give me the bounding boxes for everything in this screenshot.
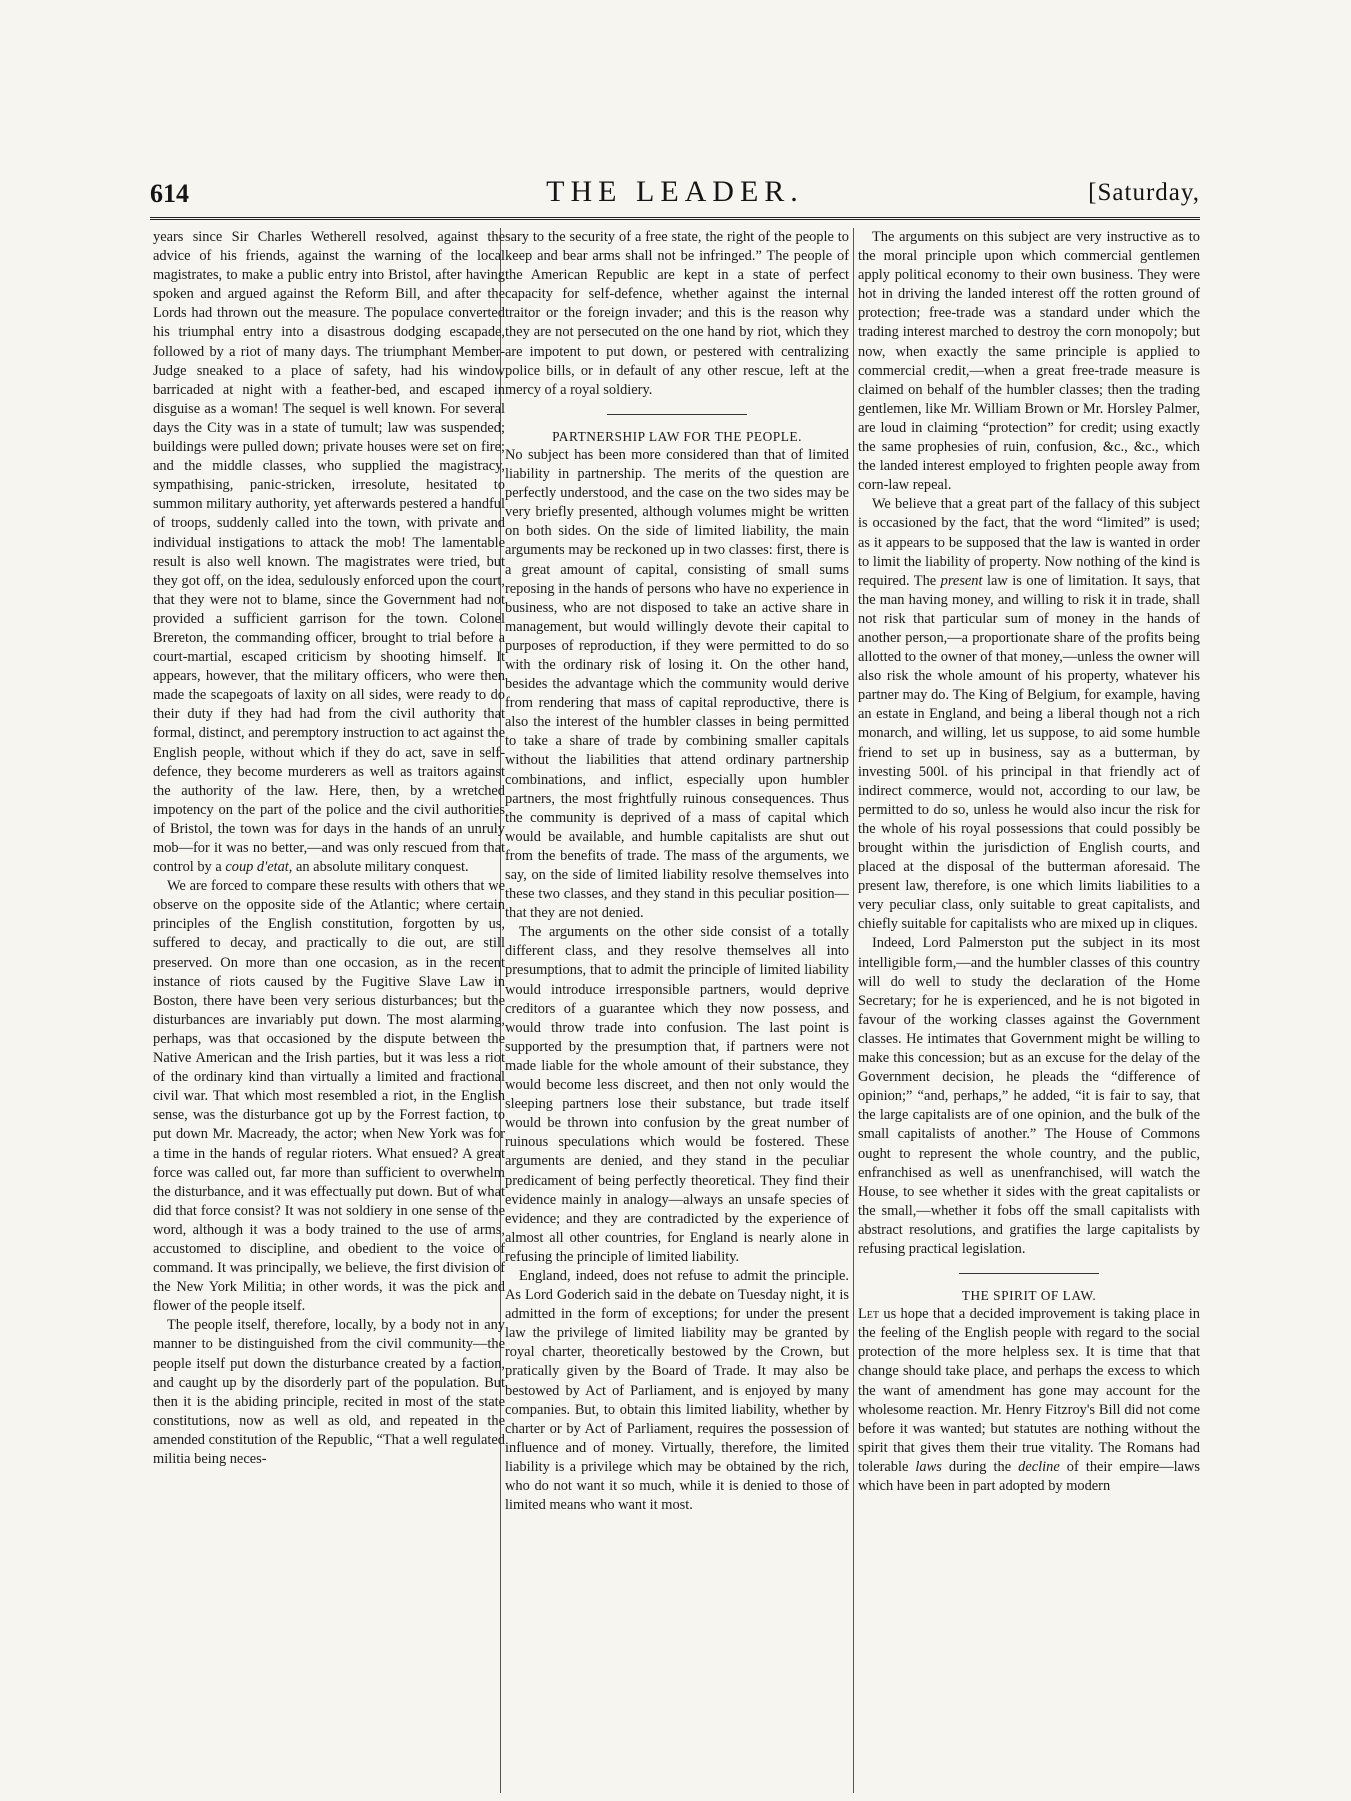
- column-1: [153, 228, 505, 1793]
- newspaper-title: THE LEADER.: [546, 175, 804, 208]
- paragraph: No subject has been more considered than that of limited liability in partnership. The merits of the question are perfectly understood, and the case on the two sides may be very briefly presented, although volumes might be written on both sides. On the side of limited liability, the main arguments may be reckoned up in two classes: first, there is a great amount of capital, consisting of small sums reposing in the hands of persons who have no experience in business, who are not disposed to take an active share in management, but would willingly devote their capital to purposes of reproduction, if they were permitted to do so with the ordinary risk of losing it. On the other hand, besides the advantage which the community would derive from rendering that mass of capital reproductive, there is also the interest of the humbler classes in being permitted to take a share of trade by combining smaller capitals without the liabilities that attend ordinary partnership combinations, and inflict, especially upon humbler partners, the most frightfully ruinous consequences. Thus the community is deprived of a mass of capital which would be available, and humble capitalists are shut out from the benefits of trade. The mass of the arguments, we say, on the side of limited liability resolve themselves into these two classes, and they stand in this peculiar position—that they are not denied.: [505, 446, 849, 922]
- column-divider: [853, 228, 854, 1793]
- paragraph: We believe that a great part of the fallacy of this subject is occasioned by the fact, that the word “limited” is used; as it appears to be supposed that the law is wanted in order to limit the liability of property. Now nothing of the kind is required. The present law is one of limitation. It says, that the man having money, and willing to risk it in trade, shall not risk that particular sum of money in the hands of another person,—a proportionate share of the profits being allotted to the owner of that money,—unless the owner will also risk the whole amount of his property, whatever his partner may do. The King of Belgium, for example, having an estate in England, and being a liberal though not a rich monarch, and willing, let us suppose, to aid some humble friend to set up in business, say as a butterman, by investing 500l. of his principal in that friendly act of indirect commerce, would not, according to our law, be permitted to do so, unless he would also incur the risk for the whole of his royal possessions that could possibly be brought within the jurisdiction of English courts, and placed at the disposal of the butterman aforesaid. The present law, therefore, is one which limits liabilities to a very peculiar class, only suitable to great capitalists, and chiefly suitable for capitalists who are mixed up in cliques.: [858, 496, 1200, 933]
- paragraph: We are forced to compare these results with others that we observe on the opposite side of the Atlantic; where certain principles of the English constitution, forgotten by us, suffered to decay, and practically to die out, are still preserved. On more than one occasion, as in the recent instance of riots caused by the Fugitive Slave Law in Boston, there have been very serious disturbances; but the disturbances are invariably put down. The most alarming, perhaps, was that occasioned by the dispute between the Native American and the Irish parties, but it was less a riot of the ordinary kind than virtually a limited and fractional civil war. That which most resembled a riot, in the English sense, was the disturbance got up by the Forrest faction, to put down Mr. Macready, the actor; when New York was for a time in the hands of regular rioters. What ensued? A great force was called out, far more than sufficient to overwhelm the disturbance, and it was effectually put down. But of what did that force consist? It was not soldiery in one sense of the word, although it was a body trained to the use of arms, accustomed to discipline, and obedient to the voice of command. It was principally, we believe, the first division of the New York Militia; in other words, it was the pick and flower of the people itself.: [153, 878, 505, 1315]
- masthead: [150, 175, 1200, 215]
- section-rule: [607, 414, 747, 415]
- column-3: [858, 228, 1200, 1793]
- section-rule: [959, 1273, 1099, 1274]
- paragraph: The arguments on the other side consist of a totally different class, and they resolve themselves all into presumptions, that to admit the principle of limited liability would introduce irresponsible partners, would deprive creditors of a guarantee which they now possess, and would throw trade into confusion. The last point is supported by the presumption that, if partners were not made liable for the whole amount of their substance, they would become less discreet, and then not only would the sleeping partners lose their substance, but trade itself would be thrown into confusion by the great number of ruinous speculations which would be fostered. These arguments are denied, and they stand in the peculiar predicament of being perfectly theoretical. They find their evidence mainly in analogy—always an unsafe species of evidence; and they are contradicted by the experience of almost all other countries, for England is nearly alone in refusing the principle of limited liability.: [505, 924, 849, 1265]
- page-number: 614: [150, 179, 189, 208]
- paragraph: Indeed, Lord Palmerston put the subject in its most intelligible form,—and the humbler classes of this country will do well to study the declaration of the Home Secretary; for he is experienced, and he is not bigoted in favour of the working classes against the Government classes. He intimates that Government might be willing to make this concession; but as an excuse for the delay of the Government decision, he pleads the “difference of opinion;” “and, perhaps,” he added, “it is fair to say, that the large capitalists are of one opinion, and the bulk of the small capitalists of another.” The House of Commons ought to represent the whole country, and the public, enfranchised as well as unenfranchised, will watch the House, to see whether it sides with the great capitalists or the small,—whether it fobs off the small capitalists with abstract resolutions, and gratifies the large capitalists by refusing practical legislation.: [858, 935, 1200, 1257]
- article-heading: THE SPIRIT OF LAW.: [961, 1288, 1097, 1304]
- paragraph: sary to the security of a free state, the right of the people to keep and bear arms shall not be infringed.” The people of the American Republic are kept in a state of perfect capacity for self-defence, whether against the internal traitor or the foreign invader; and this is the reason why they are not persecuted on the one hand by riot, which they are impotent to put down, or pestered with centralizing police bills, or in default of any other rescue, left at the mercy of a royal soldiery.: [505, 229, 849, 398]
- paragraph: The arguments on this subject are very instructive as to the moral principle upon which commercial gentlemen apply political economy to their own business. They were hot in driving the landed interest off the rotten ground of protection; free-trade was a standard under which the trading interest marched to destroy the corn monopoly; but now, when exactly the same principle is applied to commercial credit,—when a great free-trade measure is claimed on behalf of the humbler classes; then the trading gentlemen, like Mr. William Brown or Mr. Horsley Palmer, are loud in claiming “protection” for credit; using exactly the same prophesies of ruin, confusion, &c., &c., which the landed interest employed to frighten people away from corn-law repeal.: [858, 229, 1200, 494]
- paragraph: England, indeed, does not refuse to admit the principle. As Lord Goderich said in the debate on Tuesday night, it is admitted in the form of exceptions; for under the present law the privilege of limited liability may be granted by royal charter, theoretically bestowed by the Crown, but pratically given by the Board of Trade. It may also be bestowed by Act of Parliament, and is enjoyed by many companies. But, to obtain this limited liability, whether by charter or by Act of Parliament, requires the possession of influence and of money. Virtually, therefore, the limited liability is a privilege which may be obtained by the rich, who do not want it so much, while it is denied to those of limited means who want it most.: [505, 1267, 849, 1514]
- masthead-rule: [150, 217, 1200, 220]
- paragraph: The people itself, therefore, locally, by a body not in any manner to be distinguished from the civil community—the people itself put down the disturbance created by a faction, and caught up by the disorderly part of the population. But then it is the abiding principle, recited in most of the state constitutions, now as well as old, and repeated in the amended constitution of the Republic, “That a well regulated militia being neces-: [153, 1317, 505, 1467]
- article-heading: PARTNERSHIP LAW FOR THE PEOPLE.: [552, 428, 802, 444]
- issue-day: [Saturday,: [1088, 179, 1200, 206]
- column-2: [505, 228, 849, 1793]
- paragraph: years since Sir Charles Wetherell resolved, against the advice of his friends, against the warning of the local magistrates, to make a public entry into Bristol, after having spoken and argued against the Reform Bill, and after the Lords had thrown out the measure. The populace converted his triumphal entry into a disastrous dodging escapade, followed by a riot of many days. The triumphant Member-Judge sneaked to a place of safety, had his window barricaded at night with a feather-bed, and escaped in disguise as a woman! The sequel is well known. For several days the City was in a state of tumult; law was suspended; buildings were pulled down; private houses were set on fire; and the middle classes, who supplied the magistracy, sympathising, panic-stricken, irresolute, hesitated to summon military authority, yet afterwards pestered a handful of troops, suddenly called into the town, with private and individual instigations to attack the mob! The lamentable result is also well known. The magistrates were tried, but they got off, on the idea, sedulously enforced upon the court, that they were not to blame, since the Government had not provided a sufficient garrison for the town. Colonel Brereton, the commanding officer, brought to trial before a court-martial, escaped criticism by shooting himself. It appears, however, that the military officers, who were then made the scapegoats of laxity on all sides, were ready to do their duty if they had had from the civil authority that formal, distinct, and peremptory instruction to act against the English people, without which if they do act, save in self-defence, they become murderers as well as traitors against the authority of the law. Here, then, by a wretched impotency on the part of the police and the civil authorities of Bristol, the town was for days in the hands of an unruly mob—for it was no better,—and was only rescued from that control by a coup d'etat, an absolute military conquest.: [153, 229, 505, 876]
- paragraph: Let us hope that a decided improvement is taking place in the feeling of the English people with regard to the social protection of the more helpless sex. It is time that that change should take place, and perhaps the excess to which the want of amendment has gone may account for the wholesome reaction. Mr. Henry Fitzroy's Bill did not come before it was wanted; but statutes are nothing without the spirit that gives them their true vitality. The Romans had tolerable laws during the decline of their empire—laws which have been in part adopted by modern: [858, 1306, 1200, 1494]
